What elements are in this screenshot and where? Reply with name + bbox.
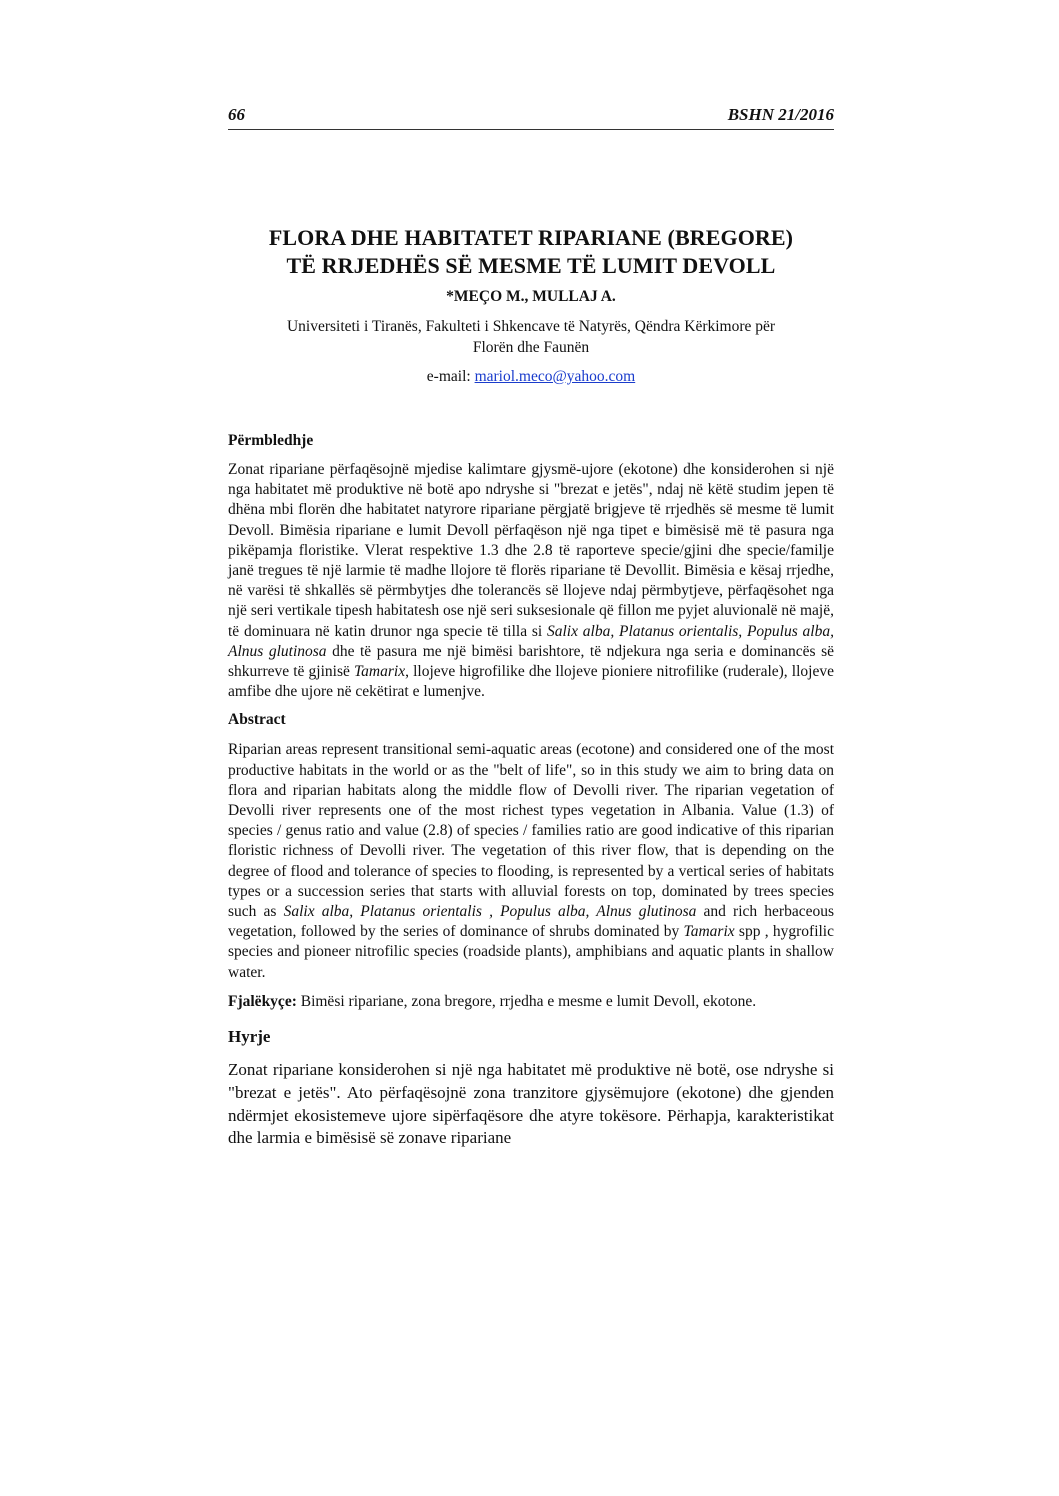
abstract-text-part-3: spp , hygrofilic species and pioneer nitrofilic species (roadside plants), amphibians and aquatic plants in shallow water. [228, 923, 834, 981]
hyrje-text: Zonat ripariane konsiderohen si një nga habitatet më produktive në botë, ose ndryshe si "brezat e jetës". Ato përfaqësojnë zona tranzitore gjysëmujore (ekotone) dhe gjenden ndërmjet ekosistemeve ujore sipërfaqësore dhe atyre tokësore. Përhapja, karakteristikat dhe larmia e bimësisë së zonave ripariane [228, 1060, 834, 1148]
page [228, 105, 834, 1167]
permbledhje-text-part-2: dhe të pasura me një bimësi barishtore, të ndjekura nga seria e dominancës së shkurreve të gjinisë [228, 642, 834, 681]
permbledhje-heading: Përmbledhje [228, 432, 314, 449]
permbledhje-text [228, 460, 834, 702]
email-line [228, 368, 834, 386]
permbledhje-text-part-3: , llojeve higrofilike dhe llojeve pioniere nitrofilike (ruderale), llojeve amfibe dhe ujore në cekëtirat e lumenjve. [228, 663, 834, 701]
hyrje-heading: Hyrje [228, 1027, 271, 1047]
permbledhje-text-part-1: Zonat ripariane përfaqësojnë mjedise kalimtare gjysmë-ujore (ekotone) dhe konsiderohen si një nga habitatet më produktive në botë apo ndryshe si "brezat e jetës", ndaj në këtë studim jepen të dhëna mbi florën dhe habitatet natyrore ripariane përgjatë brigjeve të rrjedhës së mesme të lumit Devoll. Bimësia ripariane e lumit Devoll përfaqëson një nga tipet e bimësisë më të pasura nga pikëpamja floristike. Vlerat respektive 1.3 dhe 2.8 të raporteve specie/gjini dhe specie/familje janë tregues të një larmie të madhe llojore të florës ripariane të Devollit. Bimësia e kësaj rrjedhe, në varësi të shkallës së përmbytjes dhe tolerancës së llojeve ndaj përmbytjeve, përfaqësohet nga një seri vertikale tipesh habitatesh ose një seri suksesionale që fillon me pyjet aluvionalë në majë, të dominuara në katin drunor nga specie të tilla si [228, 461, 834, 640]
abstract-text-part-1: Riparian areas represent transitional semi-aquatic areas (ecotone) and considered one of the most productive habitats in the world or as the "belt of life", so in this study we aim to bring data on flora and riparian habitats along the middle flow of Devolli river. The riparian vegetation of Devolli river represents one of the most richest types vegetation in Albania. Value (1.3) of species / genus ratio and value (2.8) of species / families ratio are good indicative of this riparian floristic richness of Devolli river. The vegetation of this river flow, that is depending on the degree of flood and tolerance of species to flooding, is represented by a vertical series of habitats types or a succession series that starts with alluvial forests on top, dominated by trees species such as [228, 741, 834, 921]
affiliation-line-2: Florën dhe Faunën [472, 339, 590, 356]
page-number: 66 [228, 105, 245, 124]
permbledhje-genus: Tamarix [353, 663, 406, 681]
abstract-heading: Abstract [228, 711, 286, 729]
paper-title [228, 224, 834, 280]
title-line-2: TË RRJEDHËS SË MESME TË LUMIT DEVOLL [286, 253, 776, 278]
affiliation-line-1: Universiteti i Tiranës, Fakulteti i Shkencave të Natyrës, Qëndra Kërkimore për [286, 318, 776, 335]
abstract-text-part-2: and rich herbaceous vegetation, followed by the series of dominance of shrubs dominated by [228, 903, 834, 941]
keywords-label: Fjalëkyçe: [228, 992, 297, 1010]
affiliation [228, 316, 834, 358]
keywords [228, 992, 834, 1012]
abstract-species: Salix alba, Platanus orientalis , Populus alba, Alnus glutinosa [283, 903, 697, 921]
title-line-1: FLORA DHE HABITATET RIPARIANE (BREGORE) [268, 225, 794, 250]
abstract-text [228, 740, 834, 982]
permbledhje-species: Salix alba, Platanus orientalis, Populus alba, Alnus glutinosa [228, 622, 834, 660]
email-link[interactable]: mariol.meco@yahoo.com [474, 368, 636, 385]
email-label: e-mail: [426, 368, 475, 385]
abstract-genus: Tamarix [683, 923, 735, 941]
keywords-text: Bimësi ripariane, zona bregore, rrjedha e mesme e lumit Devoll, ekotone. [296, 992, 757, 1010]
journal-name: BSHN 21/2016 [727, 105, 834, 124]
running-header [228, 105, 834, 130]
authors: *MEÇO M., MULLAJ A. [446, 288, 616, 305]
